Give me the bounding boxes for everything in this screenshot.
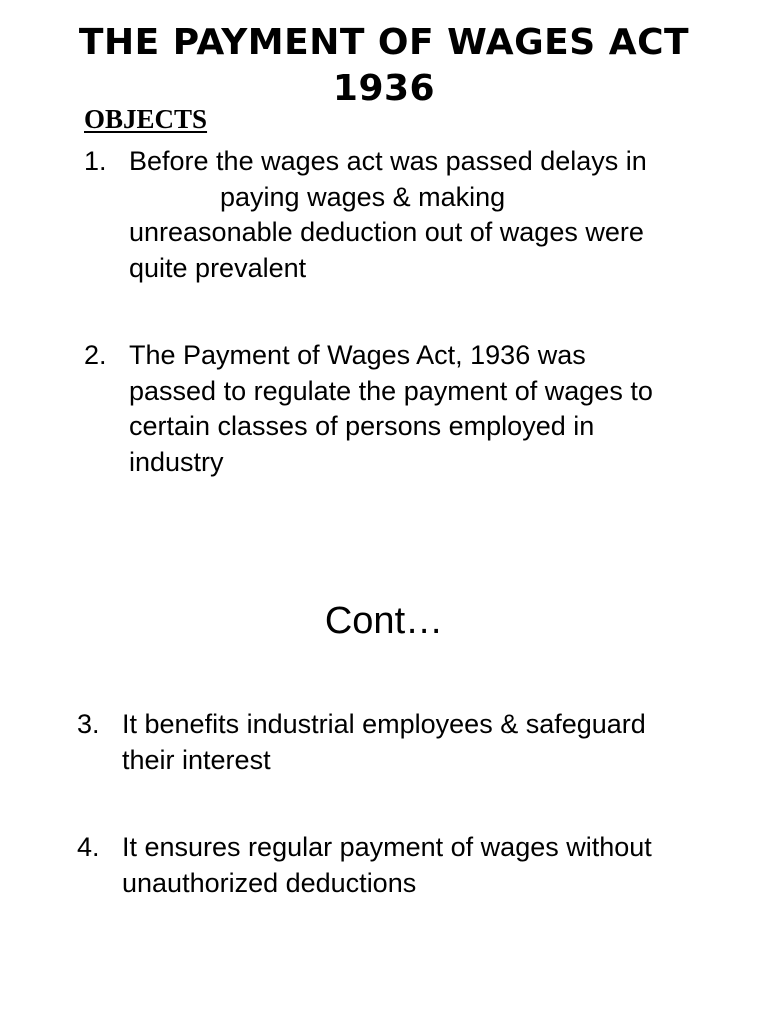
list-item-line: The Payment of Wages Act, 1936 was <box>129 340 586 370</box>
list-item-line: unauthorized deductions <box>122 867 417 898</box>
list-item <box>77 707 727 787</box>
list-item-text <box>122 830 652 901</box>
list-item-number: 1. <box>84 146 107 176</box>
continuation-heading: Cont… <box>324 600 444 642</box>
list-item-number: 3. <box>77 709 100 739</box>
list-item-line: certain classes of persons employed in <box>129 411 595 441</box>
list-item <box>77 830 727 910</box>
list-item-text <box>129 338 653 480</box>
list-item-line: Before the wages act was passed delays in <box>129 146 647 176</box>
list-item-line: It benefits industrial employees & safeguard <box>122 709 646 739</box>
document-title-text: THE PAYMENT OF WAGES ACT 1936 <box>78 22 690 109</box>
list-item-line: their interest <box>122 744 271 775</box>
list-item-number: 2. <box>84 340 107 370</box>
list-item-line: unreasonable deduction out of wages were <box>129 217 644 247</box>
document-title <box>0 20 768 112</box>
list-item-text <box>122 707 646 778</box>
list-item-number: 4. <box>77 832 100 862</box>
list-item-line: quite prevalent <box>129 252 307 283</box>
section-heading-objects: OBJECTS <box>84 104 208 134</box>
list-item-line: industry <box>129 446 224 477</box>
list-item <box>84 144 724 294</box>
list-item-line: It ensures regular payment of wages without <box>122 832 652 862</box>
list-item-line: paying wages & making <box>220 181 506 212</box>
list-item-line: passed to regulate the payment of wages to <box>129 375 653 406</box>
list-item-text <box>129 144 647 286</box>
list-item <box>84 338 724 488</box>
